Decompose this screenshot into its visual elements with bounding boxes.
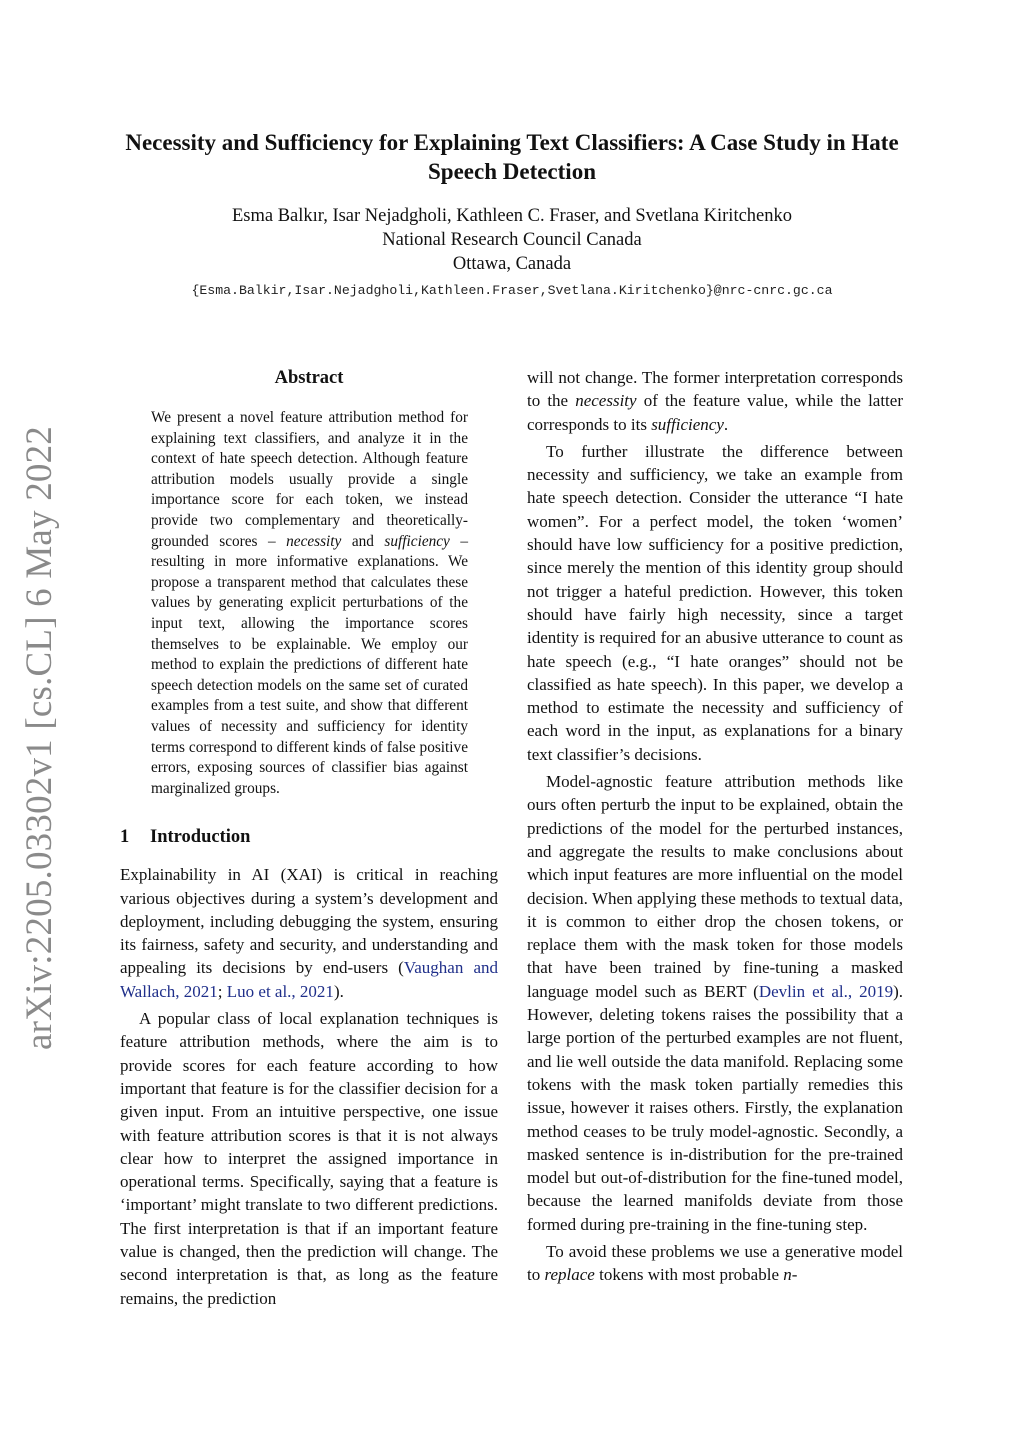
arxiv-identifier: arXiv:2205.03302v1 [cs.CL] 6 May 2022 bbox=[19, 426, 60, 1050]
abstract-text-part: – resulting in more informative explanations. We propose a transparent method that calculates these values by generating explicit perturbations of the input text, allowing the importance scores themselves to be explainable. We employ our method to explain the predictions of different hate speech detection models on the same set of curated examples from a test suite, and show that different values of necessity and sufficiency for identity terms correspond to different kinds of false positive errors, exposing sources of classifier bias against marginalized groups. bbox=[151, 532, 468, 797]
text-run: ; bbox=[217, 981, 227, 1001]
text-run: will not change. The former interpretation corresponds to the bbox=[527, 368, 903, 411]
section-heading-introduction bbox=[120, 825, 498, 849]
term-necessity: necessity bbox=[575, 391, 637, 411]
author-list: Esma Balkır, Isar Nejadgholi, Kathleen C. Fraser, and Svetlana Kiritchenko bbox=[231, 206, 793, 226]
abstract-heading: Abstract bbox=[274, 368, 344, 388]
citation-link[interactable]: Vaughan and Wallach, 2021 bbox=[120, 958, 498, 1001]
intro-paragraph bbox=[120, 863, 498, 1003]
left-column bbox=[120, 366, 498, 1310]
abstract-text bbox=[151, 408, 468, 799]
abstract-text-part: We present a novel feature attribution method for explaining text classifiers, and analyze it in the context of hate speech detection. Although feature attribution models usually provide a single importance score for each token, we instead provide two complementary and theoretically-grounded scores – bbox=[151, 409, 468, 550]
section-number: 1 bbox=[120, 827, 130, 848]
paper-title: Necessity and Sufficiency for Explaining Text Classifiers: A Case Study in Hate Speech Detection bbox=[125, 130, 899, 184]
text-run: - bbox=[791, 1265, 798, 1285]
text-run: To avoid these problems we use a generative model to bbox=[527, 1241, 903, 1285]
text-run: ). bbox=[333, 981, 344, 1001]
math-n: n bbox=[783, 1265, 792, 1285]
text-run: ). However, deleting tokens raises the possibility that a large portion of the perturbed examples are not fluent, and lie well outside the data manifold. Replacing some tokens with the mask token partially remedies this issue, however it raises others. Firstly, the explanation method ceases to be truly model-agnostic. Secondly, a masked sentence is in-distribution for the pre-trained model but out-of-distribution for the fine-tuned model, because the learned manifolds deviate from those formed during pre-training in the fine-tuning step. bbox=[527, 981, 904, 1234]
abstract-text-part: and bbox=[341, 532, 385, 550]
text-run: Explainability in AI (XAI) is critical in reaching various objectives during a system’s development and deployment, including debugging the system, ensuring its fairness, safety and security, and understanding and appealing its decisions by end-users ( bbox=[120, 865, 498, 978]
term-replace: replace bbox=[544, 1265, 595, 1285]
term-sufficiency: sufficiency bbox=[651, 414, 724, 434]
citation-link[interactable]: Devlin et al., 2019 bbox=[758, 981, 894, 1001]
location: Ottawa, Canada bbox=[452, 254, 572, 274]
section-title: Introduction bbox=[150, 827, 251, 848]
citation-link[interactable]: Luo et al., 2021 bbox=[226, 981, 334, 1001]
intro-paragraph-continued bbox=[527, 366, 903, 436]
affiliation: National Research Council Canada bbox=[382, 230, 642, 250]
intro-paragraph: To further illustrate the difference between necessity and sufficiency, we take an example from hate speech detection. Consider the utterance “I hate women”. For a perfect model, the token ‘women’ should have low sufficiency for a positive prediction, since merely the mention of this identity group should not trigger a hateful prediction. However, this token should have fairly high necessity, since a target identity is required for an abusive utterance to count as hate speech (e.g., “I hate oranges” should not be classified as hate speech). In this paper, we develop a method to estimate the necessity and sufficiency of each word in the input, as explanations for a binary text classifier’s decisions. bbox=[527, 441, 903, 764]
paper-header bbox=[100, 128, 924, 304]
text-run: Model-agnostic feature attribution methods like ours often perturb the input to be explained, obtain the predictions of the model for the perturbed instances, and aggregate the results to make conclusions about which input features are more influential on the model decision. When applying these methods to textual data, it is common to either drop the chosen tokens, or replace them with the mask token for those models that have been trained by fine-tuning a masked language model such as BERT ( bbox=[527, 772, 903, 1001]
author-emails: {Esma.Balkir,Isar.Nejadgholi,Kathleen.Fraser,Svetlana.Kiritchenko}@nrc-cnrc.gc.ca bbox=[191, 283, 833, 298]
intro-paragraph bbox=[527, 1240, 903, 1287]
text-run: of the feature value, while the latter corresponds to its bbox=[527, 391, 903, 434]
intro-paragraph bbox=[527, 770, 903, 1236]
right-column bbox=[527, 366, 903, 1287]
term-sufficiency: sufficiency bbox=[384, 532, 450, 550]
term-necessity: necessity bbox=[286, 532, 342, 550]
text-run: tokens with most probable bbox=[594, 1265, 784, 1285]
intro-paragraph: A popular class of local explanation techniques is feature attribution methods, where the aim is to provide scores for each feature according to how important that feature is for the classifier decision for a given input. From an intuitive perspective, one issue with feature attribution scores is that it is not always clear how to interpret the assigned importance in operational terms. Specifically, saying that a feature is ‘important’ might translate to two different predictions. The first interpretation is that if an important feature value is changed, then the prediction will change. The second interpretation is that, as long as the feature remains, the prediction bbox=[120, 1009, 498, 1308]
text-run: . bbox=[723, 414, 729, 434]
